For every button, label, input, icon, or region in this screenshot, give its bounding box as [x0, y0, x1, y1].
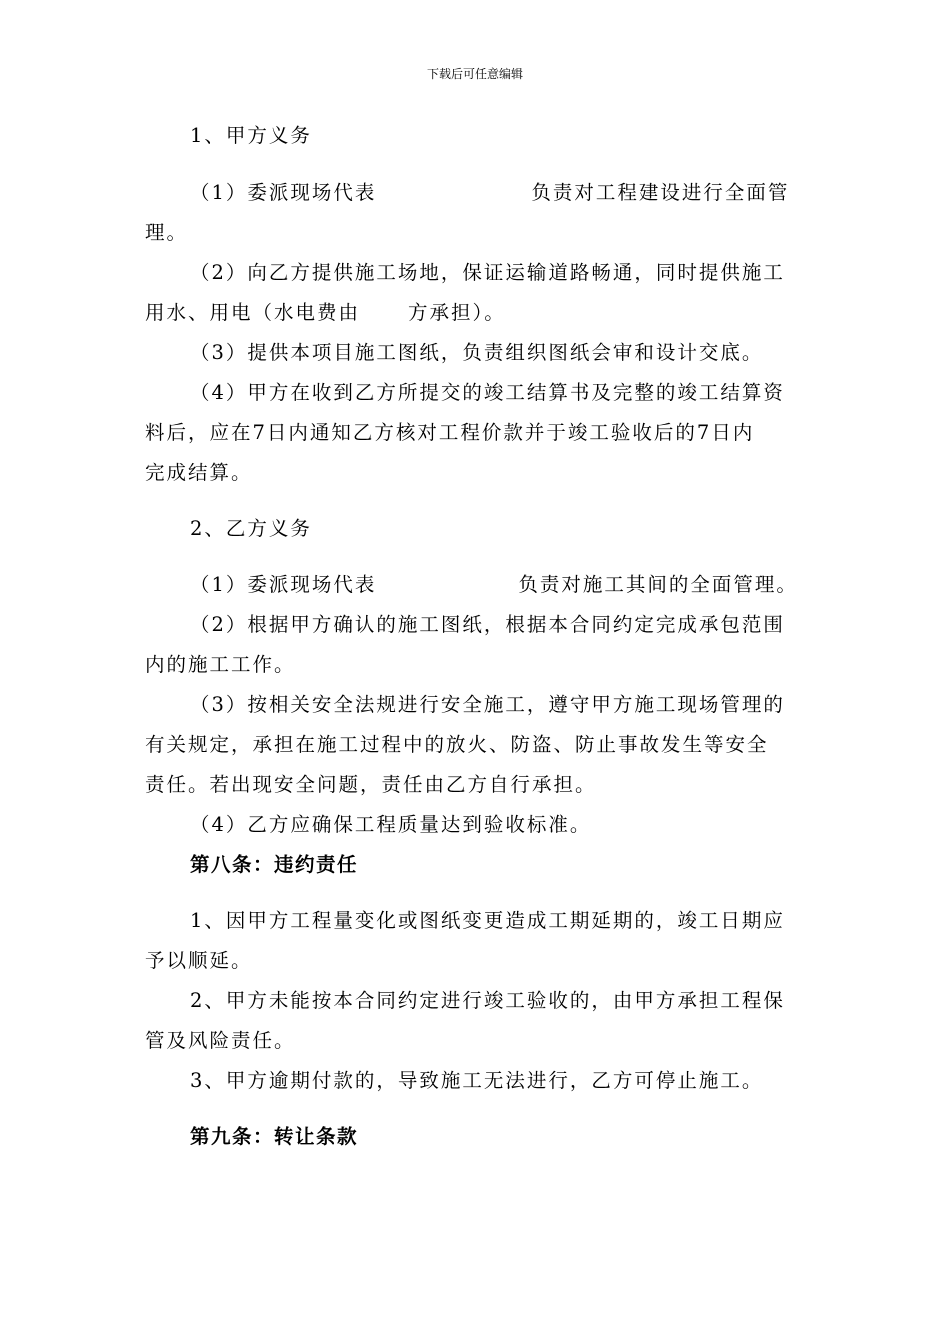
party-b-item1-part-b: 负责对施工其间的全面管理。 [518, 573, 798, 596]
party-a-item4-line1: （4）甲方在收到乙方所提交的竣工结算书及完整的竣工结算资 [190, 381, 785, 404]
party-a-item1-line2: 理。 [145, 221, 189, 244]
party-b-item3-line3: 责任。若出现安全问题，责任由乙方自行承担。 [145, 773, 597, 796]
party-a-item1-part-a: （1）委派现场代表 [190, 181, 377, 204]
party-a-item2-part-b: 用水、用电（水电费由 [145, 301, 361, 324]
party-a-item4-line2: 料后，应在7日内通知乙方核对工程价款并于竣工验收后的7日内 [145, 421, 755, 444]
party-a-item3: （3）提供本项目施工图纸，负责组织图纸会审和设计交底。 [190, 341, 764, 364]
party-a-item2-line2 [145, 301, 815, 325]
article-8-title: 第八条：违约责任 [190, 853, 359, 876]
party-b-item4: （4）乙方应确保工程质量达到验收标准。 [190, 813, 592, 836]
header-note: 下载后可任意编辑 [426, 67, 523, 81]
party-a-title: 1、甲方义务 [190, 124, 312, 147]
article-8-p3: 3、甲方逾期付款的，导致施工无法进行，乙方可停止施工。 [190, 1069, 764, 1092]
party-b-item1 [190, 573, 860, 597]
party-b-item1-part-a: （1）委派现场代表 [190, 573, 377, 596]
party-a-item1-part-b: 负责对工程建设进行全面管 [531, 181, 790, 204]
article-8-p1-line2: 予以顺延。 [145, 949, 253, 972]
article-8-p1-line1: 1、因甲方工程量变化或图纸变更造成工期延期的，竣工日期应 [190, 909, 785, 932]
party-a-item2-part-c: 方承担）。 [408, 301, 506, 324]
article-8-p2-line2: 管及风险责任。 [145, 1029, 296, 1052]
party-b-item2-line2: 内的施工工作。 [145, 653, 296, 676]
party-b-item3-line2: 有关规定，承担在施工过程中的放火、防盗、防止事故发生等安全 [145, 733, 769, 756]
party-a-item1-line1 [190, 181, 860, 205]
party-b-item2-line1: （2）根据甲方确认的施工图纸，根据本合同约定完成承包范围 [190, 613, 785, 636]
party-a-item2-line1: （2）向乙方提供施工场地，保证运输道路畅通，同时提供施工 [190, 261, 785, 284]
article-8-p2-line1: 2、甲方未能按本合同约定进行竣工验收的，由甲方承担工程保 [190, 989, 785, 1012]
party-a-item4-line3: 完成结算。 [145, 461, 253, 484]
party-b-title: 2、乙方义务 [190, 517, 312, 540]
party-b-item3-line1: （3）按相关安全法规进行安全施工，遵守甲方施工现场管理的 [190, 693, 785, 716]
article-9-title: 第九条：转让条款 [190, 1125, 359, 1148]
